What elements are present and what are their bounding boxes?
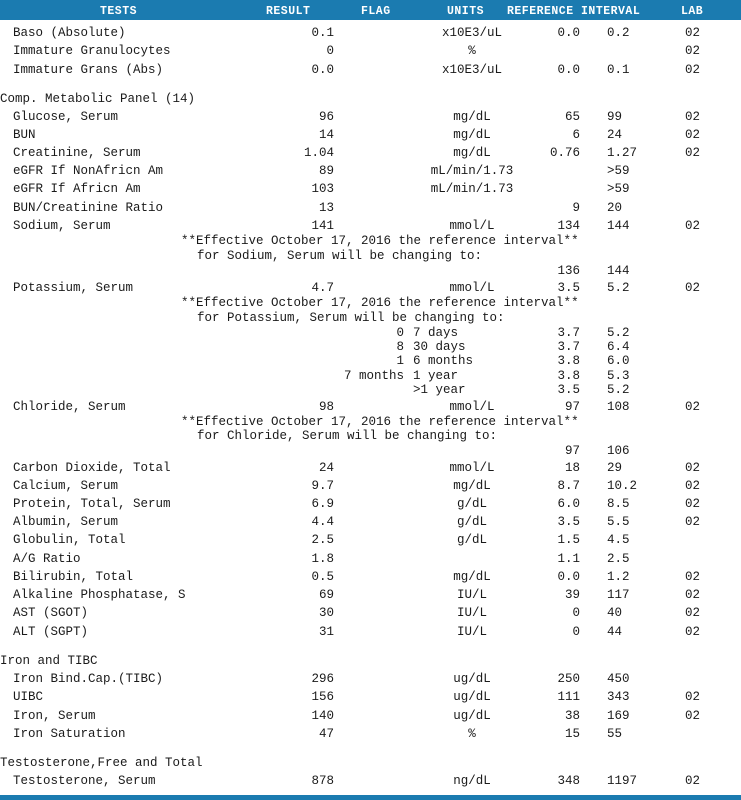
reference-high: 106 xyxy=(607,444,630,458)
reference-low: 0 xyxy=(572,606,580,620)
reference-low: 6.0 xyxy=(557,497,580,511)
reference-low: 348 xyxy=(557,774,580,788)
test-name: Glucose, Serum xyxy=(13,110,119,124)
test-name: Sodium, Serum xyxy=(13,219,111,233)
age-unit: 1 year xyxy=(413,369,459,383)
section-title xyxy=(0,754,741,772)
reference-low: 9 xyxy=(572,201,580,215)
result-value: 0 xyxy=(326,44,334,58)
test-name: Testosterone, Serum xyxy=(13,774,156,788)
test-name: Albumin, Serum xyxy=(13,515,119,529)
table-row xyxy=(0,725,741,743)
reference-high: 343 xyxy=(607,690,630,704)
result-value: 140 xyxy=(311,709,334,723)
test-name: Immature Grans (Abs) xyxy=(13,63,164,77)
table-row xyxy=(0,513,741,531)
lab-code: 02 xyxy=(685,219,701,233)
units: mmol/L xyxy=(449,281,495,295)
reference-high: 117 xyxy=(607,588,630,602)
test-name: Protein, Total, Serum xyxy=(13,497,171,511)
result-value: 69 xyxy=(318,588,334,602)
table-row xyxy=(0,568,741,586)
note-text: **Effective October 17, 2016 the reference interval** xyxy=(181,234,579,248)
reference-high: 1.2 xyxy=(607,570,630,584)
lab-code: 02 xyxy=(685,44,701,58)
reference-low: 136 xyxy=(557,264,580,278)
note-text: for Sodium, Serum will be changing to: xyxy=(197,249,483,263)
reference-low: 3.5 xyxy=(557,515,580,529)
test-name: A/G Ratio xyxy=(13,552,81,566)
result-value: 31 xyxy=(318,625,334,639)
lab-code: 02 xyxy=(685,146,701,160)
reference-low: 3.5 xyxy=(557,383,580,397)
test-name: UIBC xyxy=(13,690,44,704)
result-value: 6.9 xyxy=(311,497,334,511)
note-text: **Effective October 17, 2016 the reference interval** xyxy=(181,415,579,429)
lab-code: 02 xyxy=(685,63,701,77)
reference-low: 18 xyxy=(564,461,580,475)
test-name: Iron Bind.Cap.(TIBC) xyxy=(13,672,164,686)
units: ug/dL xyxy=(453,690,491,704)
lab-code: 02 xyxy=(685,625,701,639)
reference-high: 108 xyxy=(607,400,630,414)
reference-low: 15 xyxy=(564,727,580,741)
reference-low: 0.0 xyxy=(557,570,580,584)
lab-code: 02 xyxy=(685,606,701,620)
units: mL/min/1.73 xyxy=(430,164,514,178)
note-text: **Effective October 17, 2016 the reference interval** xyxy=(181,296,579,310)
table-row xyxy=(0,61,741,79)
table-row xyxy=(0,495,741,513)
reference-low: 0.0 xyxy=(557,63,580,77)
reference-low: 1.1 xyxy=(557,552,580,566)
result-value: 2.5 xyxy=(311,533,334,547)
units: IU/L xyxy=(456,606,487,620)
test-name: BUN xyxy=(13,128,36,142)
result-value: 9.7 xyxy=(311,479,334,493)
reference-low: 0.76 xyxy=(549,146,580,160)
reference-low: 0 xyxy=(572,625,580,639)
lab-code: 02 xyxy=(685,709,701,723)
new-reference-interval xyxy=(0,442,741,460)
footer-rule xyxy=(0,795,741,800)
test-name: Bilirubin, Total xyxy=(13,570,134,584)
reference-high: >59 xyxy=(607,182,630,196)
reference-high: 99 xyxy=(607,110,623,124)
test-name: ALT (SGPT) xyxy=(13,625,89,639)
lab-code: 02 xyxy=(685,110,701,124)
reference-low: 97 xyxy=(564,444,580,458)
table-row xyxy=(0,477,741,495)
reference-high: 450 xyxy=(607,672,630,686)
lab-code: 02 xyxy=(685,515,701,529)
units: ng/dL xyxy=(453,774,491,788)
lab-code: 02 xyxy=(685,26,701,40)
units: % xyxy=(468,44,476,58)
test-name: Immature Granulocytes xyxy=(13,44,171,58)
result-value: 98 xyxy=(318,400,334,414)
units: mg/dL xyxy=(453,128,491,142)
header-lab: LAB xyxy=(681,5,704,18)
reference-low: 8.7 xyxy=(557,479,580,493)
table-row xyxy=(0,772,741,790)
column-header-bar xyxy=(0,0,741,20)
lab-code: 02 xyxy=(685,570,701,584)
reference-high: 5.5 xyxy=(607,515,630,529)
reference-low: 38 xyxy=(564,709,580,723)
reference-high: 4.5 xyxy=(607,533,630,547)
result-value: 0.5 xyxy=(311,570,334,584)
table-row xyxy=(0,688,741,706)
table-row xyxy=(0,670,741,688)
result-value: 0.0 xyxy=(311,63,334,77)
table-row xyxy=(0,604,741,622)
test-name: BUN/Creatinine Ratio xyxy=(13,201,164,215)
units: mg/dL xyxy=(453,570,491,584)
header-tests: TESTS xyxy=(100,5,138,18)
age-unit: >1 year xyxy=(413,383,466,397)
units: g/dL xyxy=(456,515,487,529)
result-value: 296 xyxy=(311,672,334,686)
units: IU/L xyxy=(456,625,487,639)
header-flag: FLAG xyxy=(361,5,391,18)
result-value: 4.7 xyxy=(311,281,334,295)
reference-high: 1197 xyxy=(607,774,638,788)
reference-low: 3.8 xyxy=(557,354,580,368)
result-value: 0.1 xyxy=(311,26,334,40)
reference-high: 20 xyxy=(607,201,623,215)
units: g/dL xyxy=(456,533,487,547)
test-name: Calcium, Serum xyxy=(13,479,119,493)
test-name: eGFR If NonAfricn Am xyxy=(13,164,164,178)
test-name: eGFR If Africn Am xyxy=(13,182,141,196)
header-reference-interval: REFERENCE INTERVAL xyxy=(507,5,641,18)
lab-code: 02 xyxy=(685,690,701,704)
reference-low: 65 xyxy=(564,110,580,124)
test-name: Carbon Dioxide, Total xyxy=(13,461,171,475)
reference-high: >59 xyxy=(607,164,630,178)
result-value: 1.04 xyxy=(303,146,334,160)
reference-high: 5.2 xyxy=(607,281,630,295)
table-row xyxy=(0,707,741,725)
section-title-text: Comp. Metabolic Panel (14) xyxy=(0,92,196,106)
reference-high: 44 xyxy=(607,625,623,639)
reference-high: 0.1 xyxy=(607,63,630,77)
reference-high: 5.2 xyxy=(607,383,630,397)
result-value: 24 xyxy=(318,461,334,475)
age-value: 8 xyxy=(396,340,404,354)
age-reference-row xyxy=(0,381,741,399)
note-text: for Potassium, Serum will be changing to: xyxy=(197,311,505,325)
test-name: Creatinine, Serum xyxy=(13,146,141,160)
result-value: 96 xyxy=(318,110,334,124)
reference-low: 3.7 xyxy=(557,326,580,340)
reference-low: 134 xyxy=(557,219,580,233)
units: ug/dL xyxy=(453,709,491,723)
test-name: Potassium, Serum xyxy=(13,281,134,295)
test-name: Iron, Serum xyxy=(13,709,96,723)
lab-code: 02 xyxy=(685,497,701,511)
result-value: 89 xyxy=(318,164,334,178)
lab-code: 02 xyxy=(685,128,701,142)
age-value: 7 months xyxy=(343,369,404,383)
reference-high: 5.2 xyxy=(607,326,630,340)
test-name: Iron Saturation xyxy=(13,727,126,741)
table-row xyxy=(0,199,741,217)
reference-low: 0.0 xyxy=(557,26,580,40)
lab-code: 02 xyxy=(685,281,701,295)
reference-high: 169 xyxy=(607,709,630,723)
test-name: Baso (Absolute) xyxy=(13,26,126,40)
reference-high: 0.2 xyxy=(607,26,630,40)
reference-high: 5.3 xyxy=(607,369,630,383)
result-value: 141 xyxy=(311,219,334,233)
units: x10E3/uL xyxy=(441,63,502,77)
units: mmol/L xyxy=(449,400,495,414)
age-unit: 30 days xyxy=(413,340,466,354)
table-row xyxy=(0,586,741,604)
result-value: 156 xyxy=(311,690,334,704)
result-value: 30 xyxy=(318,606,334,620)
age-unit: 7 days xyxy=(413,326,459,340)
result-value: 878 xyxy=(311,774,334,788)
age-value: 0 xyxy=(396,326,404,340)
units: mL/min/1.73 xyxy=(430,182,514,196)
table-row xyxy=(0,162,741,180)
header-units: UNITS xyxy=(447,5,485,18)
units: mg/dL xyxy=(453,479,491,493)
note-text: for Chloride, Serum will be changing to: xyxy=(197,429,498,443)
reference-high: 8.5 xyxy=(607,497,630,511)
result-value: 13 xyxy=(318,201,334,215)
reference-low: 3.8 xyxy=(557,369,580,383)
lab-code: 02 xyxy=(685,479,701,493)
units: mmol/L xyxy=(449,219,495,233)
reference-low: 97 xyxy=(564,400,580,414)
section-title xyxy=(0,652,741,670)
test-name: Chloride, Serum xyxy=(13,400,126,414)
reference-low: 3.5 xyxy=(557,281,580,295)
lab-code: 02 xyxy=(685,400,701,414)
age-value: 1 xyxy=(396,354,404,368)
table-row xyxy=(0,42,741,60)
units: % xyxy=(468,727,476,741)
reference-low: 39 xyxy=(564,588,580,602)
table-row xyxy=(0,623,741,641)
table-row xyxy=(0,459,741,477)
units: g/dL xyxy=(456,497,487,511)
table-row xyxy=(0,531,741,549)
result-value: 1.8 xyxy=(311,552,334,566)
units: x10E3/uL xyxy=(441,26,502,40)
header-result: RESULT xyxy=(266,5,311,18)
reference-high: 24 xyxy=(607,128,623,142)
result-value: 4.4 xyxy=(311,515,334,529)
table-row xyxy=(0,126,741,144)
table-row xyxy=(0,24,741,42)
units: ug/dL xyxy=(453,672,491,686)
result-value: 103 xyxy=(311,182,334,196)
reference-high: 10.2 xyxy=(607,479,638,493)
reference-low: 3.7 xyxy=(557,340,580,354)
table-row xyxy=(0,180,741,198)
table-row xyxy=(0,108,741,126)
section-title-text: Testosterone,Free and Total xyxy=(0,756,203,770)
test-name: AST (SGOT) xyxy=(13,606,89,620)
section-title xyxy=(0,90,741,108)
result-value: 47 xyxy=(318,727,334,741)
reference-low: 250 xyxy=(557,672,580,686)
reference-high: 1.27 xyxy=(607,146,638,160)
reference-high: 6.4 xyxy=(607,340,630,354)
reference-low: 6 xyxy=(572,128,580,142)
lab-code: 02 xyxy=(685,588,701,602)
reference-high: 29 xyxy=(607,461,623,475)
reference-high: 2.5 xyxy=(607,552,630,566)
reference-high: 144 xyxy=(607,219,630,233)
test-name: Globulin, Total xyxy=(13,533,126,547)
section-title-text: Iron and TIBC xyxy=(0,654,98,668)
units: mg/dL xyxy=(453,146,491,160)
new-reference-interval xyxy=(0,262,741,280)
age-unit: 6 months xyxy=(413,354,474,368)
lab-code: 02 xyxy=(685,461,701,475)
reference-low: 111 xyxy=(557,690,580,704)
table-row xyxy=(0,550,741,568)
reference-low: 1.5 xyxy=(557,533,580,547)
lab-code: 02 xyxy=(685,774,701,788)
test-name: Alkaline Phosphatase, S xyxy=(13,588,186,602)
reference-high: 6.0 xyxy=(607,354,630,368)
reference-high: 144 xyxy=(607,264,630,278)
table-row xyxy=(0,144,741,162)
units: mmol/L xyxy=(449,461,495,475)
units: IU/L xyxy=(456,588,487,602)
units: mg/dL xyxy=(453,110,491,124)
result-value: 14 xyxy=(318,128,334,142)
reference-high: 55 xyxy=(607,727,623,741)
reference-high: 40 xyxy=(607,606,623,620)
